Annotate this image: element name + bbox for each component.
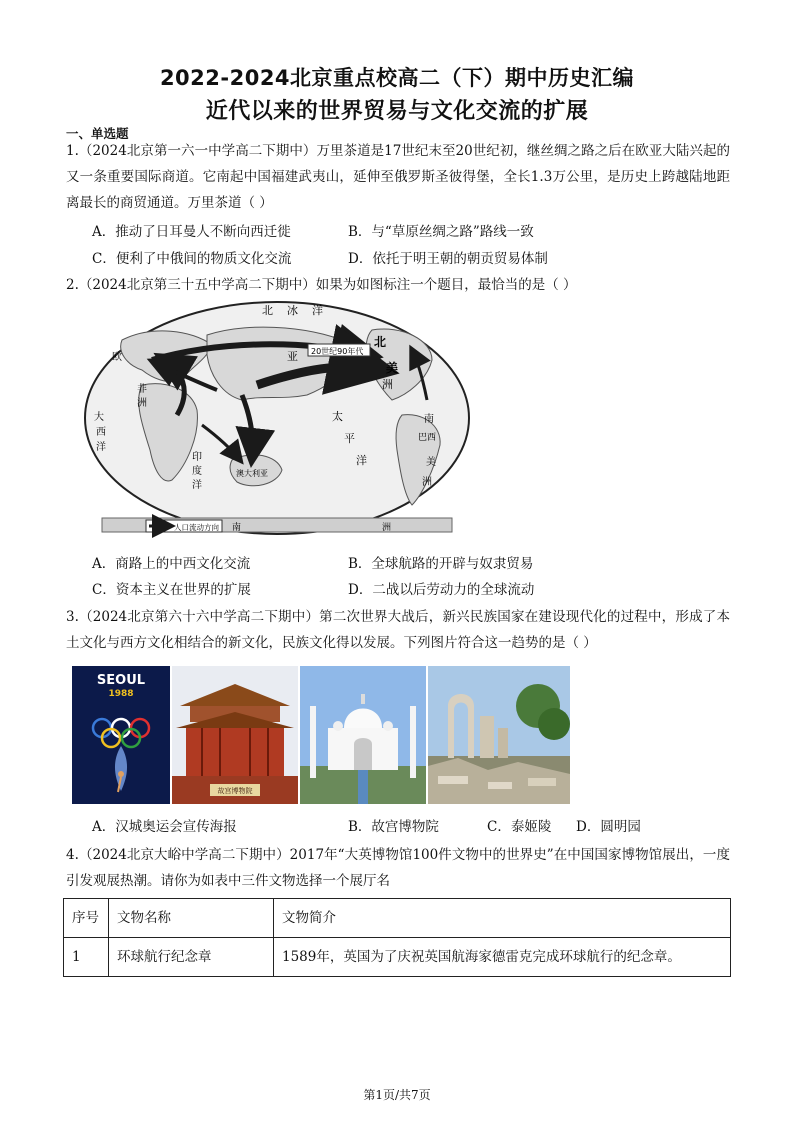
- table-cell: 1589年，英国为了庆祝英国航海家德雷克完成环球航行的纪念章。: [274, 938, 731, 977]
- poster-title: SEOUL: [96, 673, 146, 688]
- map-label: 洲: [137, 398, 147, 409]
- map-label: 澳大利亚: [236, 469, 268, 478]
- map-label: 印: [192, 452, 202, 463]
- map-label: 美: [386, 361, 399, 375]
- map-label: 20世纪90年代: [311, 347, 364, 356]
- table-header-cell: 文物简介: [274, 899, 731, 938]
- map-label: 洲: [382, 523, 392, 533]
- map-label: 洋: [96, 442, 106, 453]
- map-label: 美: [426, 457, 436, 468]
- map-legend-label: 人口流动方向: [174, 523, 219, 532]
- q3-option-c: C．泰姬陵: [487, 819, 552, 835]
- question-4-stem: 4.（2024北京大峪中学高二下期中）2017年“大英博物馆100件文物中的世界史”在中国国家博物馆展出，一度引发观展热潮。请你为如表中三件文物选择一个展厅名: [66, 847, 730, 889]
- map-label: 洋: [356, 454, 367, 467]
- map-svg: [82, 300, 472, 540]
- q3-option-a: A．汉城奥运会宣传海报: [92, 819, 237, 835]
- map-label: 太: [332, 410, 343, 423]
- map-label: 欧: [112, 352, 122, 363]
- document-title-line2: 近代以来的世界贸易与文化交流的扩展: [205, 99, 589, 124]
- map-label: 冰: [287, 304, 298, 317]
- map-label: 南: [232, 523, 242, 533]
- q2-option-a: A．商路上的中西文化交流: [92, 556, 251, 572]
- map-label: 度: [192, 466, 202, 477]
- map-label: 巴西: [418, 433, 437, 443]
- forbidden-city-photo: [172, 666, 298, 804]
- world-migration-map: [82, 300, 472, 540]
- table-header-cell: 文物名称: [109, 899, 274, 938]
- map-label: 北: [374, 335, 387, 349]
- q3-option-b: B．故宫博物院: [348, 819, 439, 835]
- section-heading: 一、单选题: [66, 126, 129, 141]
- map-label: 亚: [287, 350, 298, 363]
- q1-option-c: C．便利了中俄间的物质文化交流: [92, 251, 292, 267]
- table-header-row: [64, 899, 731, 938]
- table-cell: 1: [64, 938, 109, 977]
- table-cell: 环球航行纪念章: [109, 938, 274, 977]
- q3-option-d: D．圆明园: [576, 819, 641, 835]
- map-label: 洲: [422, 477, 432, 488]
- q1-option-a: A．推动了日耳曼人不断向西迁徙: [92, 224, 291, 240]
- q2-option-b: B．全球航路的开辟与奴隶贸易: [348, 556, 534, 572]
- q2-option-d: D．二战以后劳动力的全球流动: [348, 582, 535, 598]
- map-label: 大: [94, 412, 104, 423]
- question-3-stem: 3.（2024北京第六十六中学高二下期中）第二次世界大战后，新兴民族国家在建设现代化的过程中，形成了本土文化与西方文化相结合的新文化，民族文化得以发展。下列图片符合这一趋势的是（ ）: [66, 609, 730, 651]
- q2-option-c: C．资本主义在世界的扩展: [92, 582, 251, 598]
- document-title-line1: 2022-2024北京重点校高二（下）期中历史汇编: [159, 66, 635, 90]
- table-row: [64, 938, 731, 977]
- map-label: 平: [344, 432, 355, 445]
- taj-mahal-photo: [300, 666, 426, 804]
- map-label: 北: [262, 304, 273, 317]
- poster-year: 1988: [108, 689, 134, 699]
- map-label: 洋: [192, 480, 202, 491]
- table-header-cell: 序号: [64, 899, 109, 938]
- map-label: 非: [137, 384, 147, 395]
- seoul-olympics-poster: [72, 666, 170, 804]
- palace-museum-plaque: 故宫博物院: [217, 787, 253, 795]
- map-label: 洋: [312, 304, 323, 317]
- q1-option-b: B．与“草原丝绸之路”路线一致: [348, 224, 534, 240]
- q1-option-d: D．依托于明王朝的朝贡贸易体制: [348, 251, 548, 267]
- question-2-stem: 2.（2024北京第三十五中学高二下期中）如果为如图标注一个题目，最恰当的是（ ）: [66, 277, 577, 293]
- page-footer: 第1页/共7页: [363, 1088, 431, 1102]
- artifact-table: [63, 898, 731, 977]
- question-1-stem: 1.（2024北京第一六一中学高二下期中）万里茶道是17世纪末至20世纪初，继丝绸之路之后在欧亚大陆兴起的又一条重要国际商道。它南起中国福建武夷山，延伸至俄罗斯圣彼得堡，全长1.3万公里，是历史上跨越陆地距离最长的商贸通道。万里茶道（ ）: [66, 143, 730, 211]
- yuanmingyuan-ruins-photo: [428, 666, 570, 804]
- map-label: 南: [424, 414, 434, 425]
- map-label: 洲: [382, 378, 393, 391]
- map-label: 西: [96, 427, 106, 438]
